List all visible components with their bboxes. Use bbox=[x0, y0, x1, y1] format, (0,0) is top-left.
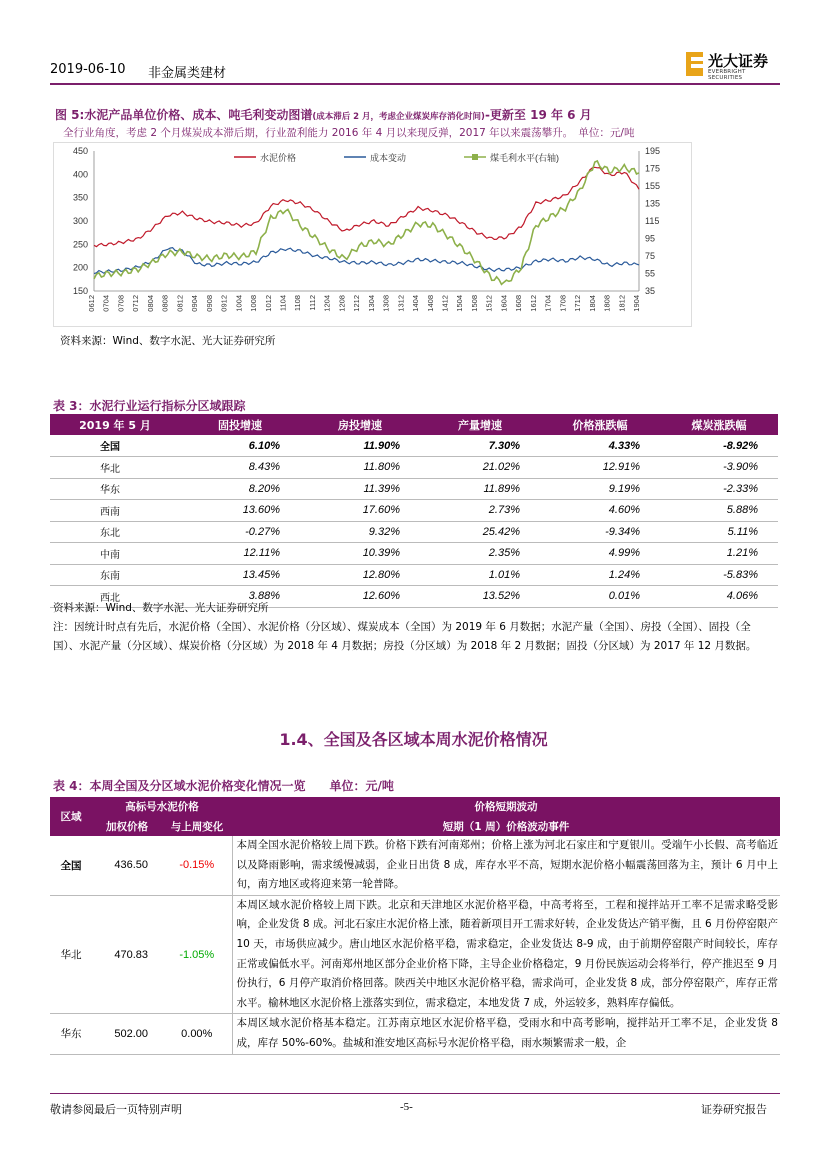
regional-indicator-table bbox=[50, 414, 778, 608]
weighted-price: 502.00 bbox=[92, 1014, 162, 1054]
indicator-value: 8.20% bbox=[180, 478, 300, 500]
logo-icon bbox=[686, 52, 703, 76]
y-left-tick-label: 300 bbox=[72, 216, 88, 226]
indicator-value: 2.35% bbox=[420, 543, 540, 565]
week-change: -1.05% bbox=[162, 895, 232, 1014]
weighted-price: 470.83 bbox=[92, 895, 162, 1014]
indicator-value: 13.52% bbox=[420, 586, 540, 608]
y-right-tick-label: 95 bbox=[645, 233, 656, 244]
logo-english-name: EVERBRIGHT SECURITIES bbox=[708, 69, 746, 81]
weighted-price: 436.50 bbox=[92, 836, 162, 895]
x-tick-label: 1704 bbox=[543, 294, 553, 312]
indicator-value: 4.33% bbox=[540, 435, 660, 457]
figure-title-note: (成本滞后 2 月，考虑企业煤炭库存消化时间) bbox=[312, 112, 485, 122]
indicator-value: -3.90% bbox=[660, 457, 778, 479]
table-row bbox=[50, 895, 780, 1014]
figure-source: 资料来源：Wind、数字水泥、光大证券研究所 bbox=[60, 335, 276, 347]
price-cost-margin-chart bbox=[54, 143, 691, 326]
figure-subtitle: 全行业角度，考虑 2 个月煤炭成本滞后期，行业盈利能力 2016 年 4 月以来现反弹，2017 年以来震荡攀升。 单位：元/吨 bbox=[63, 127, 635, 139]
x-tick-label: 1612 bbox=[528, 295, 538, 312]
x-tick-label: 1604 bbox=[499, 295, 509, 312]
indicator-value: 11.39% bbox=[300, 478, 420, 500]
table3-header-3: 产量增速 bbox=[420, 414, 540, 435]
series-line-0 bbox=[94, 167, 639, 246]
header-price-group: 高标号水泥价格 bbox=[92, 797, 232, 816]
x-tick-label: 1212 bbox=[352, 295, 362, 312]
indicator-value: 9.19% bbox=[540, 478, 660, 500]
x-tick-label: 1012 bbox=[263, 295, 273, 312]
table4-title: 表 4：本周全国及分区域水泥价格变化情况一览 单位：元/吨 bbox=[53, 779, 394, 793]
x-tick-label: 1504 bbox=[455, 295, 465, 312]
region-name: 华东 bbox=[50, 478, 180, 500]
x-tick-label: 1404 bbox=[411, 295, 421, 312]
x-tick-label: 0904 bbox=[190, 295, 200, 312]
x-tick-label: 1308 bbox=[381, 295, 391, 312]
region-name: 中南 bbox=[50, 543, 180, 565]
x-tick-label: 1408 bbox=[425, 295, 435, 312]
x-tick-label: 0808 bbox=[160, 295, 170, 312]
indicator-value: 9.32% bbox=[300, 521, 420, 543]
table-row bbox=[50, 457, 778, 479]
figure-title bbox=[55, 106, 592, 123]
x-tick-label: 1008 bbox=[249, 295, 259, 312]
header-region: 区域 bbox=[50, 797, 92, 836]
header-divider bbox=[50, 83, 780, 85]
footer-divider bbox=[50, 1093, 780, 1094]
y-right-tick-label: 35 bbox=[645, 286, 656, 296]
indicator-value: 2.73% bbox=[420, 500, 540, 522]
indicator-value: 8.43% bbox=[180, 457, 300, 479]
y-left-tick-label: 150 bbox=[72, 286, 88, 296]
x-tick-label: 1004 bbox=[234, 295, 244, 312]
x-tick-label: 1412 bbox=[440, 295, 450, 312]
region-name: 东北 bbox=[50, 521, 180, 543]
y-right-tick-label: 75 bbox=[645, 251, 656, 261]
series-line-1 bbox=[94, 248, 639, 274]
region-name: 东南 bbox=[50, 564, 180, 586]
indicator-value: 17.60% bbox=[300, 500, 420, 522]
indicator-value: 11.80% bbox=[300, 457, 420, 479]
header-sector: 非金属类建材 bbox=[148, 66, 227, 81]
legend-label: 煤毛利水平(右轴) bbox=[490, 153, 559, 163]
x-tick-label: 0704 bbox=[101, 295, 111, 312]
legend-label: 水泥价格 bbox=[260, 153, 297, 163]
x-tick-label: 0612 bbox=[87, 295, 96, 312]
y-left-tick-label: 350 bbox=[72, 192, 88, 203]
header-events-group: 价格短期波动 bbox=[232, 797, 780, 816]
table3-header-1: 固投增速 bbox=[180, 414, 300, 435]
y-left-tick-label: 450 bbox=[72, 146, 88, 156]
indicator-value: 1.01% bbox=[420, 564, 540, 586]
event-description: 本周全国水泥价格较上周下跌。价格下跌有河南郑州；价格上涨为河北石家庄和宁夏银川。受端午小长假、高考临近以及降雨影响，需求缓慢减弱，企业日出货 8 成，库存水平不高，短期水泥价格小幅震荡回落为主，预计 6 月中上旬，南方地区或将迎来第一轮普降。 bbox=[232, 836, 780, 895]
y-right-tick-label: 195 bbox=[645, 146, 661, 156]
x-tick-label: 1512 bbox=[484, 295, 494, 312]
header-date: 2019-06-10 bbox=[50, 62, 126, 77]
header-weighted-price: 加权价格 bbox=[92, 816, 162, 836]
header-events: 短期（1 周）价格波动事件 bbox=[232, 816, 780, 836]
indicator-value: 13.45% bbox=[180, 564, 300, 586]
table3-source: 资料来源：Wind、数字水泥、光大证券研究所 bbox=[53, 602, 269, 614]
indicator-value: 4.06% bbox=[660, 586, 778, 608]
chart-frame bbox=[53, 142, 692, 327]
indicator-value: 1.21% bbox=[660, 543, 778, 565]
indicator-value: 6.10% bbox=[180, 435, 300, 457]
y-right-tick-label: 155 bbox=[645, 181, 661, 191]
event-description: 本周区域水泥价格较上周下跌。北京和天津地区水泥价格平稳，中高考将至，工程和搅拌站开工率不足需求略受影响，企业发货 8 成。河北石家庄水泥价格上涨，随着新项目开工需求好转，企业发货达产销平衡，且 6 月份停窑限产 10 天，市场供应减少。唐山地区水泥价格平稳，需求稳定，企业发货达 8-9 成，由于前期停窑限产时间较长，库存正常或偏低水平。河南郑州地区部分企业价格下降，主导企业价格稳定，9 月份民族运动会将举行，停产推迟至 9 月份执行，6 月停产取消价格回落。陕西关中地区水泥价格平稳，需求尚可，企业发货 8 成，部分停窑限产，库存正常水平。榆林地区水泥价格上涨落实到位，需求稳定，本地发货 7 成，外运较多，熟料库存偏低。 bbox=[232, 895, 780, 1014]
region-name: 华北 bbox=[50, 457, 180, 479]
table-row bbox=[50, 1014, 780, 1054]
section-heading: 1.4、全国及各区域本周水泥价格情况 bbox=[279, 730, 548, 749]
table3-header-0: 2019 年 5 月 bbox=[50, 414, 180, 435]
event-description: 本周区域水泥价格基本稳定。江苏南京地区水泥价格平稳，受雨水和中高考影响，搅拌站开工率不足，企业发货 8 成，库存 50%-60%。盐城和淮安地区高标号水泥价格平稳，雨水频繁需求一般，企 bbox=[232, 1014, 780, 1054]
table-row bbox=[50, 564, 778, 586]
legend-marker bbox=[472, 154, 478, 160]
indicator-value: 12.11% bbox=[180, 543, 300, 565]
indicator-value: -5.83% bbox=[660, 564, 778, 586]
x-tick-label: 0908 bbox=[204, 295, 214, 312]
indicator-value: 7.30% bbox=[420, 435, 540, 457]
table3-header-4: 价格涨跌幅 bbox=[540, 414, 660, 435]
footer-report-type: 证券研究报告 bbox=[701, 1103, 767, 1116]
x-tick-label: 1708 bbox=[558, 294, 568, 312]
x-tick-label: 1312 bbox=[396, 295, 406, 312]
table-row bbox=[50, 435, 778, 457]
table-row bbox=[50, 543, 778, 565]
region-name: 西北 bbox=[50, 586, 180, 608]
x-tick-label: 0912 bbox=[219, 295, 229, 312]
indicator-value: 21.02% bbox=[420, 457, 540, 479]
indicator-value: 5.11% bbox=[660, 521, 778, 543]
x-tick-label: 1112 bbox=[307, 295, 317, 311]
x-tick-label: 1304 bbox=[366, 295, 376, 312]
region-name: 全国 bbox=[50, 836, 92, 895]
x-tick-label: 1608 bbox=[514, 295, 524, 312]
indicator-value: 12.91% bbox=[540, 457, 660, 479]
table3-header-2: 房投增速 bbox=[300, 414, 420, 435]
table-row bbox=[50, 836, 780, 895]
y-right-tick-label: 175 bbox=[645, 163, 661, 174]
region-name: 西南 bbox=[50, 500, 180, 522]
indicator-value: 1.24% bbox=[540, 564, 660, 586]
region-name: 华东 bbox=[50, 1014, 92, 1054]
indicator-value: 12.80% bbox=[300, 564, 420, 586]
company-logo bbox=[686, 50, 781, 80]
table-row bbox=[50, 521, 778, 543]
table3-title: 表 3：水泥行业运行指标分区域跟踪 bbox=[53, 399, 246, 413]
indicator-value: -9.34% bbox=[540, 521, 660, 543]
indicator-value: 4.99% bbox=[540, 543, 660, 565]
table-row bbox=[50, 500, 778, 522]
x-tick-label: 1808 bbox=[602, 295, 612, 312]
y-left-tick-label: 400 bbox=[72, 169, 88, 180]
legend-label: 成本变动 bbox=[370, 153, 407, 163]
x-tick-label: 1812 bbox=[617, 295, 627, 312]
indicator-value: 13.60% bbox=[180, 500, 300, 522]
y-left-tick-label: 250 bbox=[72, 239, 88, 250]
x-tick-label: 1508 bbox=[469, 295, 479, 312]
indicator-value: 3.88% bbox=[180, 586, 300, 608]
figure-title-main: 图 5:水泥产品单位价格、成本、吨毛利变动图谱 bbox=[55, 108, 313, 122]
table3-note: 注：因统计时点有先后，水泥价格（全国）、水泥价格（分区域）、煤炭成本（全国）为 2019 年 6 月数据；水泥产量（全国）、房投（全国）、固投（全国）、水泥产量（分区域）、煤炭价格（分区域）为 2018 年 4 月数据；房投（分区域）为 2018 年 2 月数据；固投（分区域）为 2017 年 12 月数据。 bbox=[53, 621, 757, 652]
x-tick-label: 0712 bbox=[131, 295, 141, 312]
week-change: -0.15% bbox=[162, 836, 232, 895]
indicator-value: -0.27% bbox=[180, 521, 300, 543]
indicator-value: 5.88% bbox=[660, 500, 778, 522]
x-tick-label: 1108 bbox=[293, 295, 303, 312]
logo-name: 光大证券 bbox=[708, 52, 769, 70]
y-right-tick-label: 115 bbox=[645, 216, 660, 226]
week-change: 0.00% bbox=[162, 1014, 232, 1054]
region-name: 华北 bbox=[50, 895, 92, 1014]
indicator-value: 11.89% bbox=[420, 478, 540, 500]
x-tick-label: 1712 bbox=[573, 295, 583, 312]
indicator-value: 12.60% bbox=[300, 586, 420, 608]
header-week-change: 与上周变化 bbox=[162, 816, 232, 836]
indicator-value: 10.39% bbox=[300, 543, 420, 565]
x-tick-label: 1804 bbox=[587, 295, 597, 312]
indicator-value: 11.90% bbox=[300, 435, 420, 457]
page-number: -5- bbox=[400, 1101, 413, 1113]
table-row bbox=[50, 478, 778, 500]
x-tick-label: 1904 bbox=[632, 295, 641, 312]
x-tick-label: 0804 bbox=[145, 295, 155, 312]
x-tick-label: 0812 bbox=[175, 295, 185, 312]
indicator-value: 0.01% bbox=[540, 586, 660, 608]
table3-header-5: 煤炭涨跌幅 bbox=[660, 414, 778, 435]
indicator-value: -8.92% bbox=[660, 435, 778, 457]
indicator-value: -2.33% bbox=[660, 478, 778, 500]
x-tick-label: 1204 bbox=[322, 295, 332, 312]
region-name: 全国 bbox=[50, 435, 180, 457]
footer-disclaimer: 敬请参阅最后一页特别声明 bbox=[50, 1103, 182, 1116]
weekly-price-table bbox=[50, 797, 780, 1055]
figure-title-tail: -更新至 19 年 6 月 bbox=[484, 108, 592, 122]
indicator-value: 25.42% bbox=[420, 521, 540, 543]
y-left-tick-label: 200 bbox=[72, 262, 88, 273]
indicator-value: 4.60% bbox=[540, 500, 660, 522]
y-right-tick-label: 55 bbox=[645, 268, 656, 279]
y-right-tick-label: 135 bbox=[645, 198, 661, 209]
x-tick-label: 0708 bbox=[116, 295, 126, 312]
x-tick-label: 1104 bbox=[278, 295, 288, 312]
x-tick-label: 1208 bbox=[337, 295, 347, 312]
